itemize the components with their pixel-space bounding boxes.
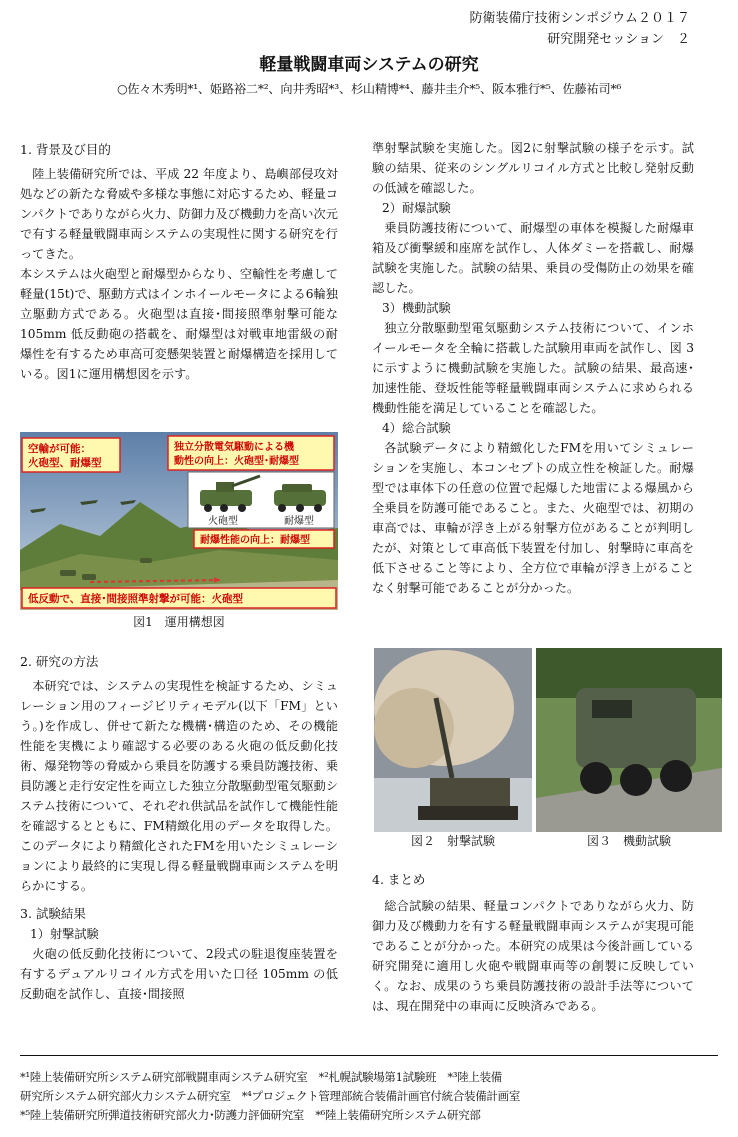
survivability-label: 耐爆性能の向上：耐爆型 [200,535,310,546]
left-column-top [20,140,338,384]
section-2-paragraph: 本研究では、システムの実現性を検証するため、シミュレーション用のフィージビリティモデル(以下「FM」という。)を作成し、併せて新たな機構･構造のため、その機能性能を実機により確認する必要のある火砲の低反動化技術、爆発物等の脅威から乗員を防護する乗員防護技術、乗員防護と走行安定性を両立した独立分散駆動型電気駆動システム技術について、それぞれ供試品を試作して機能性能を確認するとともに、FM精緻化用のデータを取得した。このデータにより精緻化されたFMを用いたシミュレーションにより最終的に実現し得る軽量戦闘車両システムを明らかにする。 [20,679,338,893]
footnote-line-3: *⁵陸上装備研究所弾道技術研究部火力･防護力評価研究室 *⁶陸上装備研究所システム研究部 [20,1108,481,1122]
section-4-paragraph: 総合試験の結果、軽量コンパクトでありながら火力、防御力及び機動力を有する軽量戦闘車両システムが実現可能であることが分かった。本研究の成果は今後計画している研究開発に適用し火砲や戦闘車両等の創製に反映していく。なお、成果のうち乗員防護技術の設計手法等については、現在開発中の車両に反映済みである。 [372,899,694,1013]
figure-1-illustration [20,432,338,610]
paper-title: 軽量戦闘車両システムの研究 [259,55,479,75]
section-3-paragraph-4: 各試験データにより精緻化したFMを用いてシミュレーションを実施し、本コンセプトの成立性を検証した。耐爆型では車体下の任意の位置で起爆した地雷による爆風から全乗員を防護可能であること。また、火砲型では、初期の車高では、車輪が浮き上がる射撃方位があることが判明したが、対策として車高低下装置を付加し、射撃時に車高を低下させること等により、全方位で車輪が浮き上がることなく射撃可能であることが分かった。 [372,441,694,595]
airlift-label-1: 空輸が可能： [28,443,91,455]
section-1-paragraph-2: 本システムは火砲型と耐爆型からなり、空輸性を考慮して軽量(15t)で、駆動方式はインホイールモータによる6輪独立駆動方式である。火砲型は直接･間接照準射撃可能な105mm 低反動砲の搭載を、耐爆型は対戦車地雷級の耐爆性を有するため車高可変懸架装置と耐爆構造を採用している。図1に運用構想図を示す。 [20,267,338,381]
symposium-name: 防衛装備庁技術シンポジウム２０１７ [469,11,690,26]
right-column [372,138,694,598]
section-4 [372,870,694,1016]
footnotes [20,1068,720,1125]
firepower-label: 低反動で、直接･間接照準射撃が可能：火砲型 [28,593,244,605]
blast-type-label: 耐爆型 [284,516,314,527]
section-1-paragraph-1: 陸上装備研究所では、平成 22 年度より、島嶼部侵攻対処などの新たな脅威や多様な事態に対応するため、軽量コンパクトでありながら火力、防御力及び機動力を高い次元で有する軽量戦闘車両システムの実現性に関する研究を行ってきた。 [20,167,338,261]
footnote-divider [20,1055,718,1056]
figure-2-caption: 図２ 射撃試験 [410,834,495,848]
footnote-line-1: *¹陸上装備研究所システム研究部戦闘車両システム研究室 *²札幌試験場第1試験班 *³陸上装備 [20,1070,502,1084]
footnote-line-2: 研究所システム研究部火力システム研究室 *⁴プロジェクト管理部統合装備計画官付統合装備計画室 [20,1089,521,1103]
section-3-heading: 3. 試験結果 [20,906,86,921]
section-3-paragraph-3: 独立分散駆動型電気駆動システム技術について、インホイールモータを全輪に搭載した試験用車両を試作し、図 3 に示すように機動試験を実施した。試験の結果、最高速･加速性能、登坂性能等軽量戦闘車両システムに求められる機動性能を満足していることを確認した。 [372,321,694,415]
figure-3-photo [536,648,722,832]
subsection-2-heading: 2）耐爆試験 [382,201,451,215]
airlift-label-2: 火砲型、耐爆型 [28,457,102,469]
section-3-paragraph-2: 乗員防護技術について、耐爆型の車体を模擬した耐爆車箱及び衝撃緩和座席を試作し、人体ダミーを搭載し、耐爆試験を実施した。試験の結果、乗員の受傷防止の効果を確認した。 [372,221,694,295]
mobility-label-1: 独立分散電気駆動による機 [174,442,294,453]
symposium-header [469,8,690,50]
session-name: 研究開発セッション ２ [547,32,690,47]
section-3-paragraph-1a: 火砲の低反動化技術について、2段式の駐退復座装置を有するデュアルリコイル方式を用いた口径 105mm の低反動砲を試作し、直接･間接照 [20,947,338,1001]
section-4-heading: 4. まとめ [372,872,426,887]
section-2-heading: 2. 研究の方法 [20,654,99,669]
mobility-test-image [536,648,722,832]
figure-2-photo [374,648,532,832]
mobility-label-2: 動性の向上：火砲型･耐爆型 [174,456,299,467]
firing-test-image [374,648,532,832]
figure-1-caption: 図1 運用構想図 [133,615,225,629]
subsection-1-heading: 1）射撃試験 [30,927,99,941]
subsection-3-heading: 3）機動試験 [382,301,451,315]
section-1-heading: 1. 背景及び目的 [20,142,111,157]
gun-type-label: 火砲型 [208,516,238,527]
figure-1-operational-concept [20,432,338,610]
figure-3-caption: 図３ 機動試験 [586,834,671,848]
author-list: ○佐々木秀明*¹、姫路裕二*²、向井秀昭*³、杉山精博*⁴、藤井圭介*⁵、阪本雅行*⁵、佐藤祐司*⁶ [116,82,622,96]
section-3-paragraph-1b: 準射撃試験を実施した。図2に射撃試験の様子を示す。試験の結果、従来のシングルリコイル方式と比較し発射反動の低減を確認した。 [372,141,694,195]
left-column-bottom [20,652,338,1004]
subsection-4-heading: 4）総合試験 [382,421,451,435]
